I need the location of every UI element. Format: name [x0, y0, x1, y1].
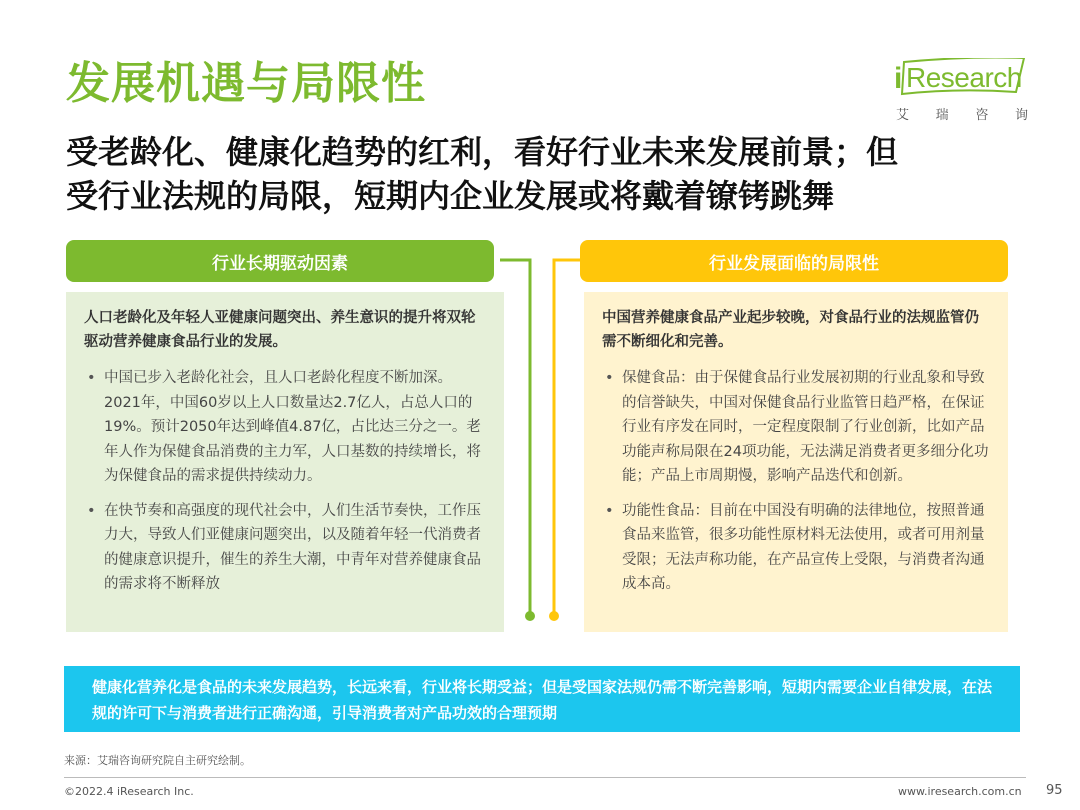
drivers-list [84, 366, 486, 597]
subtitle-line-2: 受行业法规的局限，短期内企业发展或将戴着镣铐跳舞 [66, 177, 835, 215]
page-number: 95 [1046, 783, 1063, 798]
connector-lines [500, 256, 580, 626]
list-item: • 中国已步入老龄化社会，且人口老龄化程度不断加深。2021年，中国60岁以上人口数量达2.7亿人，占总人口的19%。预计2050年达到峰值4.87亿，占比达三分之一。老年人作为保健食品消费的主力军，人口基数的持续增长，将为保健食品的需求提供持续动力。 [84, 366, 486, 489]
list-item: • 在快节奏和高强度的现代社会中，人们生活节奏快，工作压力大，导致人们亚健康问题突出，以及随着年轻一代消费者的健康意识提升，催生的养生大潮，中青年对营养健康食品的需求将不断释放 [84, 499, 486, 597]
list-item: • 保健食品：由于保健食品行业发展初期的行业乱象和导致的信誉缺失，中国对保健食品行业监管日趋严格，在保证行业有序发在同时，一定程度限制了行业创新，比如产品功能声称局限在24项功能，无法满足消费者更多细分化功能；产品上市周期慢，影响产品迭代和创新。 [602, 366, 990, 489]
footer-divider [64, 777, 1026, 778]
iresearch-logo [894, 58, 1034, 122]
website: www.iresearch.com.cn [898, 785, 1022, 798]
logo-word: Research [906, 62, 1022, 93]
drivers-panel [66, 292, 504, 632]
logo-char: 艾 [896, 108, 910, 123]
list-item: • 功能性食品：目前在中国没有明确的法律地位，按照普通食品来监管，很多功能性原材料无法使用，或者可用剂量受限；无法声称功能，在产品宣传上受限，与消费者沟通成本高。 [602, 499, 990, 597]
source-note: 来源：艾瑞咨询研究院自主研究绘制。 [64, 754, 251, 767]
copyright: ©2022.4 iResearch Inc. [64, 785, 194, 798]
logo-chinese [896, 104, 1028, 123]
limitations-list [602, 366, 990, 597]
limitations-panel [584, 292, 1008, 632]
limitations-lead: 中国营养健康食品产业起步较晚，对食品行业的法规监管仍需不断细化和完善。 [602, 310, 979, 350]
page-subtitle [66, 130, 1026, 218]
logo-char: 咨 [975, 108, 989, 123]
logo-char: 瑞 [935, 108, 949, 123]
drivers-lead: 人口老龄化及年轻人亚健康问题突出、养生意识的提升将双轮驱动营养健康食品行业的发展。 [84, 310, 476, 350]
right-section-header: 行业发展面临的局限性 [580, 240, 1008, 282]
left-section-header: 行业长期驱动因素 [66, 240, 494, 282]
logo-i: i [894, 62, 903, 95]
subtitle-line-1: 受老龄化、健康化趋势的红利，看好行业未来发展前景；但 [66, 133, 899, 171]
conclusion-banner: 健康化营养化是食品的未来发展趋势，长远来看，行业将长期受益；但是受国家法规仍需不断完善影响，短期内需要企业自律发展，在法规的许可下与消费者进行正确沟通，引导消费者对产品功效的合理预期 [64, 666, 1020, 732]
logo-char: 询 [1014, 108, 1028, 123]
page-title: 发展机遇与局限性 [66, 58, 426, 109]
